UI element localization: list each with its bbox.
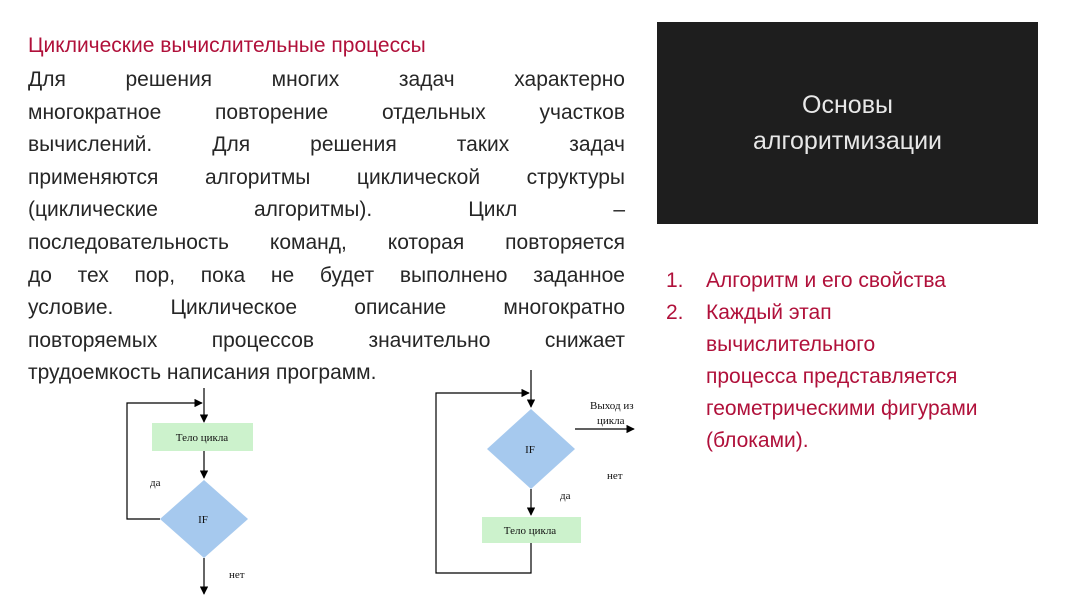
paragraph-line: до тех пор, пока не будет выполнено заданное	[28, 263, 625, 287]
list-item-number: 2.	[666, 301, 684, 324]
no-label: нет	[607, 470, 623, 482]
paragraph-line: многократное повторение отдельных участков	[28, 100, 625, 124]
condition-label: IF	[525, 444, 535, 456]
paragraph-line: Для решения многих задач характерно	[28, 68, 625, 91]
loop-body-label: Тело цикла	[175, 432, 229, 444]
yes-label: да	[150, 477, 161, 489]
paragraph-line: трудоемкость написания программ.	[28, 361, 377, 385]
paragraph-line: применяются алгоритмы циклической структуры	[28, 165, 625, 189]
banner-line-2: алгоритмизации	[752, 127, 943, 155]
list-item-text: Каждый этап	[706, 301, 832, 324]
list-item-number: 1.	[666, 269, 684, 292]
flowchart-post-condition	[127, 388, 253, 594]
loop-body-label: Тело цикла	[503, 525, 557, 537]
yes-label: да	[560, 490, 571, 502]
paragraph-line: последовательность команд, которая повторяется	[28, 230, 625, 254]
paragraph-line: вычислений. Для решения таких задач	[28, 133, 625, 157]
exit-label-line1: Выход из	[590, 400, 634, 412]
loop-back-arrow	[436, 393, 531, 573]
condition-label: IF	[198, 514, 208, 526]
flowchart-pre-condition	[436, 370, 634, 573]
slide-title: Циклические вычислительные процессы	[28, 34, 426, 57]
list-item-text: вычислительного	[706, 333, 876, 356]
no-label: нет	[229, 569, 245, 581]
paragraph-line: (циклические алгоритмы). Цикл –	[28, 198, 625, 222]
list-item-text: геометрическими фигурами	[706, 397, 978, 420]
list-item-text: (блоками).	[706, 429, 809, 452]
exit-label-line2: цикла	[597, 415, 625, 427]
banner-line-1: Основы	[802, 91, 893, 119]
paragraph-line: условие. Циклическое описание многократно	[28, 296, 625, 320]
paragraph-line: повторяемых процессов значительно снижает	[28, 328, 625, 352]
list-item-text: процесса представляется	[706, 365, 958, 388]
list-item-text: Алгоритм и его свойства	[706, 269, 946, 292]
